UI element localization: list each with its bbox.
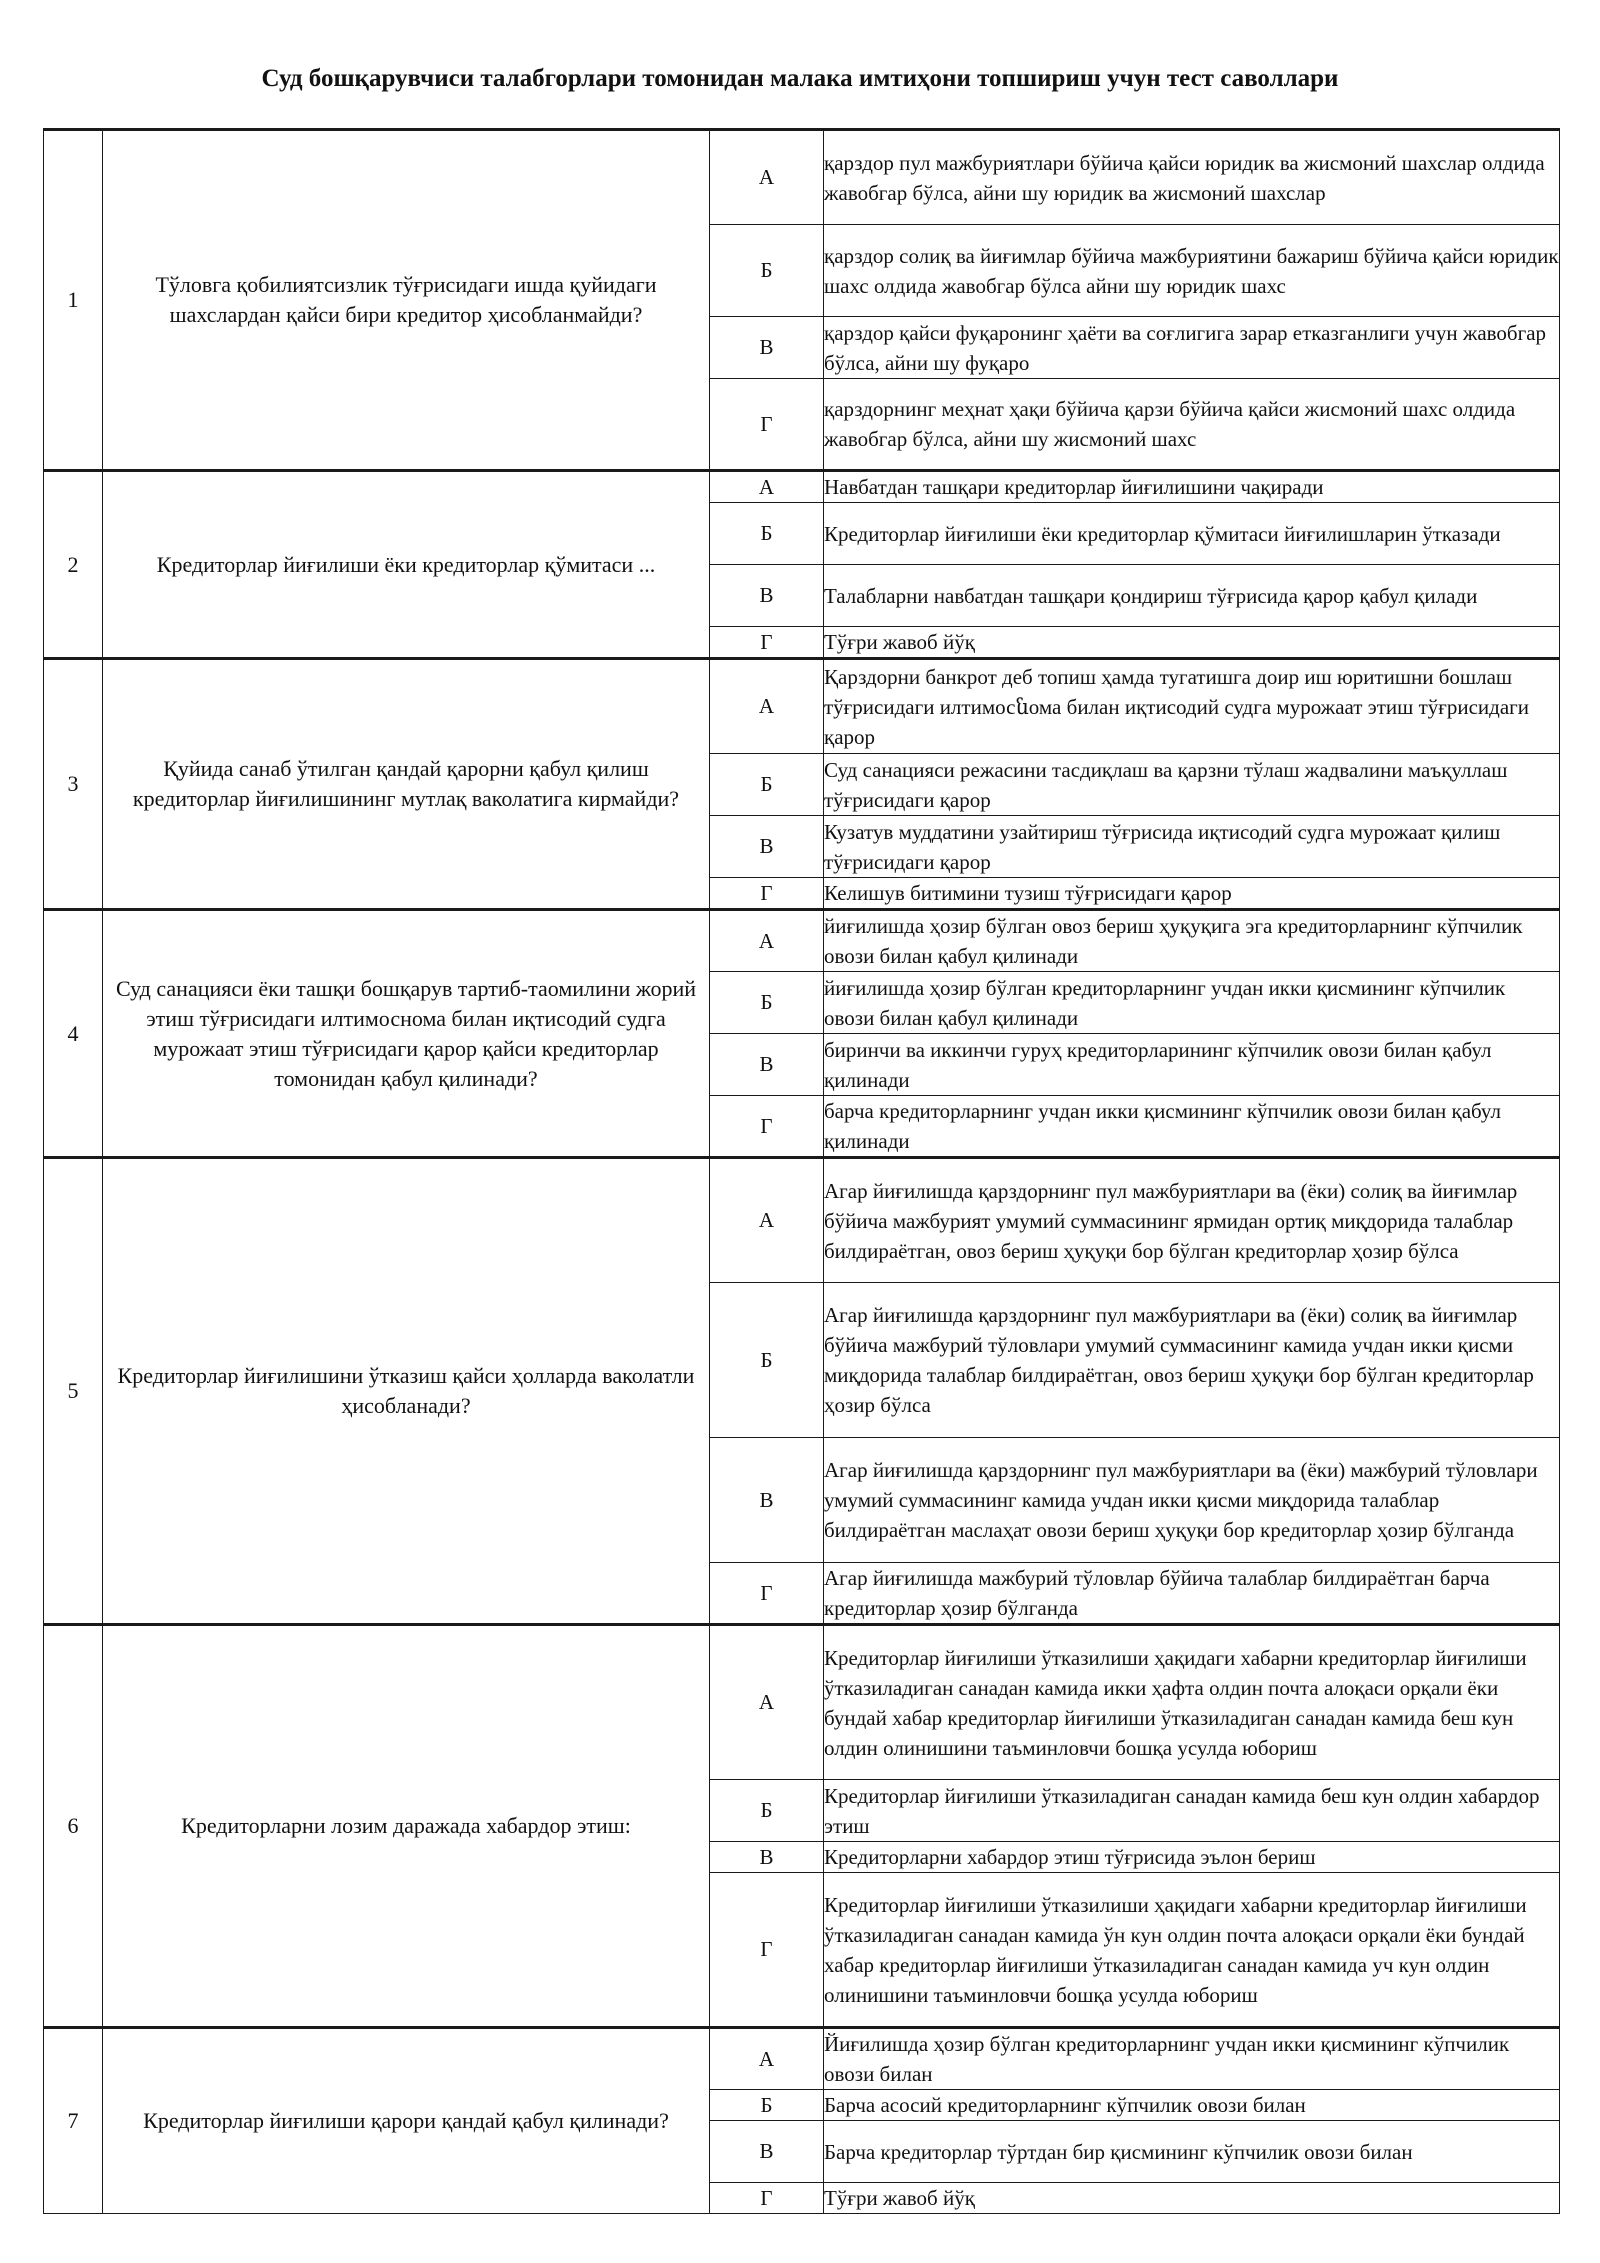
option-letter: Б [710, 2090, 824, 2121]
option-letter: В [710, 1842, 824, 1873]
page-title: Суд бошқарувчиси талабгорлари томонидан малака имтиҳони топшириш учун тест саволлари [261, 65, 1339, 92]
option-text: Талабларни навбатдан ташқари қондириш тўғрисида қарор қабул қилади [824, 565, 1560, 627]
test-questions-table [43, 128, 1560, 2214]
option-text: қарздор қайси фуқаронинг ҳаёти ва соғлигига зарар етказганлиги учун жавобгар бўлса, айни шу фуқаро [824, 317, 1560, 379]
question-number: 7 [44, 2028, 103, 2214]
option-letter: Б [710, 972, 824, 1034]
option-letter: Б [710, 1780, 824, 1842]
option-text: Йиғилишда ҳозир бўлган кредиторларнинг учдан икки қисмининг кўпчилик овози билан [824, 2028, 1560, 2090]
option-text: Навбатдан ташқари кредиторлар йиғилишини чақиради [824, 471, 1560, 503]
option-text: Барча асосий кредиторларнинг кўпчилик овози билан [824, 2090, 1560, 2121]
option-letter: Г [710, 627, 824, 659]
option-text: қарздор солиқ ва йиғимлар бўйича мажбуриятини бажариш бўйича қайси юридик шахс олдида жавобгар бўлса айни шу юридик шахс [824, 225, 1560, 317]
option-letter: Г [710, 1563, 824, 1625]
question-text: Қуйида санаб ўтилган қандай қарорни қабул қилиш кредиторлар йиғилишининг мутлақ ваколатига кирмайди? [103, 659, 710, 910]
option-letter: Г [710, 1873, 824, 2028]
option-letter: Г [710, 1096, 824, 1158]
question-number: 6 [44, 1625, 103, 2028]
option-letter: В [710, 1034, 824, 1096]
question-number: 1 [44, 130, 103, 471]
option-letter: В [710, 2121, 824, 2183]
question-7-option-row [44, 2028, 1560, 2090]
option-letter: Б [710, 754, 824, 816]
option-text: биринчи ва иккинчи гуруҳ кредиторларининг кўпчилик овози билан қабул қилинади [824, 1034, 1560, 1096]
question-number: 3 [44, 659, 103, 910]
question-3-option-row [44, 659, 1560, 754]
option-text: йиғилишда ҳозир бўлган кредиторларнинг учдан икки қисмининг кўпчилик овози билан қабул қилинади [824, 972, 1560, 1034]
option-text: Агар йиғилишда қарздорнинг пул мажбуриятлари ва (ёки) мажбурий тўловлари умумий суммасининг камида учдан икки қисми миқдорида талаблар билдираётган маслаҳат овози бериш ҳуқуқи бор кредиторлар ҳозир бўлганда [824, 1438, 1560, 1563]
question-text: Кредиторлар йиғилиши қарори қандай қабул қилинади? [103, 2028, 710, 2214]
option-letter: А [710, 471, 824, 503]
option-letter: Г [710, 878, 824, 910]
question-text: Суд санацияси ёки ташқи бошқарув тартиб-таомилини жорий этиш тўғрисидаги илтимоснома билан иқтисодий судга мурожаат этиш тўғрисидаги қарор қайси кредиторлар томонидан қабул қилинади? [103, 910, 710, 1158]
option-text: Келишув битимини тузиш тўғрисидаги қарор [824, 878, 1560, 910]
option-text: Кредиторлар йиғилиши ўтказилиши ҳақидаги хабарни кредиторлар йиғилиши ўтказиладиган санадан камида ўн кун олдин почта алоқаси орқали ёки бундай хабар кредиторлар йиғилиши ўтказиладиган санадан камида уч кун олдин олинишини таъминловчи бошқа усулда юбориш [824, 1873, 1560, 2028]
questions-body [44, 130, 1560, 2214]
option-text: қарздорнинг меҳнат ҳақи бўйича қарзи бўйича қайси жисмоний шахс олдида жавобгар бўлса, айни шу жисмоний шахс [824, 379, 1560, 471]
option-letter: А [710, 910, 824, 972]
question-number: 4 [44, 910, 103, 1158]
option-text: Кредиторлар йиғилиши ўтказиладиган санадан камида беш кун олдин хабардор этиш [824, 1780, 1560, 1842]
option-letter: А [710, 1625, 824, 1780]
option-text: барча кредиторларнинг учдан икки қисмининг кўпчилик овози билан қабул қилинади [824, 1096, 1560, 1158]
option-letter: В [710, 1438, 824, 1563]
option-letter: А [710, 659, 824, 754]
option-text: Барча кредиторлар тўртдан бир қисмининг кўпчилик овози билан [824, 2121, 1560, 2183]
option-text: Тўғри жавоб йўқ [824, 627, 1560, 659]
option-letter: Б [710, 225, 824, 317]
question-1-option-row [44, 130, 1560, 225]
option-text: Қарздорни банкрот деб топиш ҳамда тугатишга доир иш юритишни бошлаш тўғрисидаги илтимосնома билан иқтисодий судга мурожаат этиш тўғрисидаги қарор [824, 659, 1560, 754]
question-2-option-row [44, 471, 1560, 503]
option-letter: Б [710, 1283, 824, 1438]
option-text: қарздор пул мажбуриятлари бўйича қайси юридик ва жисмоний шахслар олдида жавобгар бўлса, айни шу юридик ва жисмоний шахслар [824, 130, 1560, 225]
question-4-option-row [44, 910, 1560, 972]
question-text: Тўловга қобилиятсизлик тўғрисидаги ишда қуйидаги шахслардан қайси бири кредитор ҳисобланмайди? [103, 130, 710, 471]
option-text: Кредиторларни хабардор этиш тўғрисида эълон бериш [824, 1842, 1560, 1873]
option-letter: Г [710, 2183, 824, 2214]
question-5-option-row [44, 1158, 1560, 1283]
option-letter: Б [710, 503, 824, 565]
question-text: Кредиторлар йиғилишини ўтказиш қайси ҳолларда ваколатли ҳисобланади? [103, 1158, 710, 1625]
option-text: Агар йиғилишда қарздорнинг пул мажбуриятлари ва (ёки) солиқ ва йиғимлар бўйича мажбурият умумий суммасининг ярмидан ортиқ миқдорида талаблар билдираётган, овоз бериш ҳуқуқи бор бўлган кредиторлар ҳозир бўлса [824, 1158, 1560, 1283]
option-text: Кредиторлар йиғилиши ўтказилиши ҳақидаги хабарни кредиторлар йиғилиши ўтказиладиган санадан камида икки ҳафта олдин почта алоқаси орқали ёки бундай хабар кредиторлар йиғилиши ўтказиладиган санадан камида беш кун олдин олинишини таъминловчи бошқа усулда юбориш [824, 1625, 1560, 1780]
option-letter: А [710, 1158, 824, 1283]
question-text: Кредиторларни лозим даражада хабардор этиш: [103, 1625, 710, 2028]
option-letter: Г [710, 379, 824, 471]
question-6-option-row [44, 1625, 1560, 1780]
option-text: Кузатув муддатини узайтириш тўғрисида иқтисодий судга мурожаат қилиш тўғрисидаги қарор [824, 816, 1560, 878]
option-text: Кредиторлар йиғилиши ёки кредиторлар қўмитаси йиғилишларин ўтказади [824, 503, 1560, 565]
option-letter: В [710, 317, 824, 379]
option-letter: А [710, 2028, 824, 2090]
question-number: 5 [44, 1158, 103, 1625]
question-text: Кредиторлар йиғилиши ёки кредиторлар қўмитаси ... [103, 471, 710, 659]
option-letter: В [710, 565, 824, 627]
option-text: Тўғри жавоб йўқ [824, 2183, 1560, 2214]
question-number: 2 [44, 471, 103, 659]
option-text: Агар йиғилишда қарздорнинг пул мажбуриятлари ва (ёки) солиқ ва йиғимлар бўйича мажбурий тўловлари умумий суммасининг камида учдан икки қисми миқдорида талаблар билдираётган, овоз бериш ҳуқуқи бор бўлган кредиторлар ҳозир бўлса [824, 1283, 1560, 1438]
option-text: Агар йиғилишда мажбурий тўловлар бўйича талаблар билдираётган барча кредиторлар ҳозир бўлганда [824, 1563, 1560, 1625]
option-text: Суд санацияси режасини тасдиқлаш ва қарзни тўлаш жадвалини маъқуллаш тўғрисидаги қарор [824, 754, 1560, 816]
option-letter: В [710, 816, 824, 878]
option-text: йиғилишда ҳозир бўлган овоз бериш ҳуқуқига эга кредиторларнинг кўпчилик овози билан қабул қилинади [824, 910, 1560, 972]
option-letter: А [710, 130, 824, 225]
